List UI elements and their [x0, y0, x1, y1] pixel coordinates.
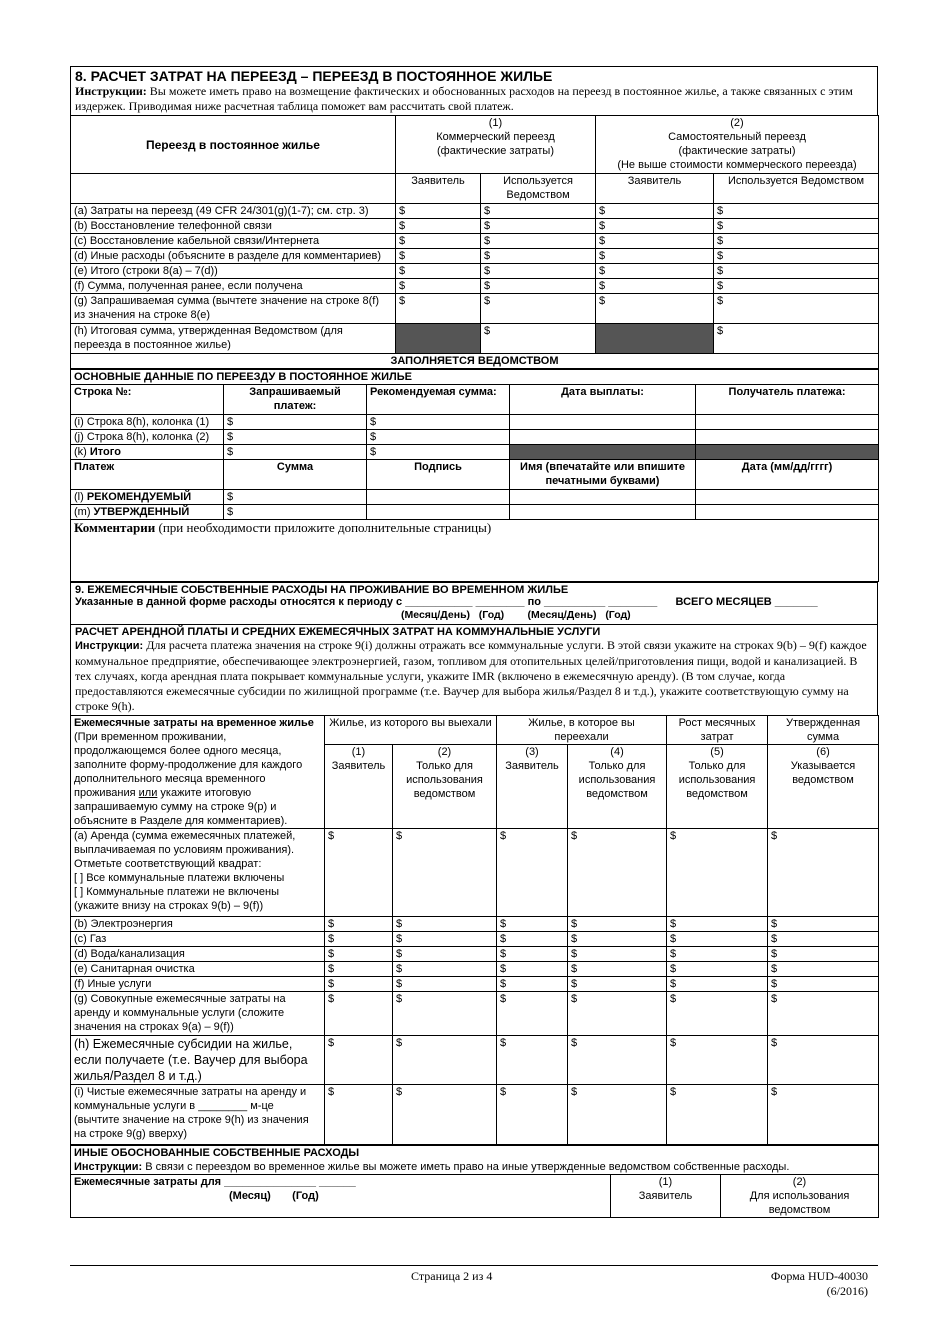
table-row: [71, 505, 879, 520]
amount-field[interactable]: $: [325, 1036, 393, 1085]
rent-calc-title: РАСЧЕТ АРЕНДНОЙ ПЛАТЫ И СРЕДНИХ ЕЖЕМЕСЯЧНЫХ ЗАТРАТ НА КОММУНАЛЬНЫЕ УСЛУГИ: [75, 626, 601, 638]
table-row: [71, 947, 879, 962]
row-label: (m) УТВЕРЖДЕННЫЙ: [71, 505, 224, 520]
amount-field[interactable]: $: [768, 977, 879, 992]
table-row: [71, 234, 879, 249]
table-row: [71, 962, 879, 977]
amount-field[interactable]: $: [497, 992, 568, 1036]
column-header: (4) Только для использования ведомством: [568, 745, 667, 829]
group-header: Жилье, в которое вы переехали: [497, 716, 667, 745]
row-label: (g) Запрашиваемая сумма (вычтете значение на строке 8(f) из значения на строке 8(е): [71, 294, 396, 324]
amount-field[interactable]: $: [497, 917, 568, 932]
section-9-header: [70, 582, 878, 624]
amount-field[interactable]: $: [768, 932, 879, 947]
amount-field[interactable]: $: [568, 947, 667, 962]
amount-field[interactable]: $: [568, 829, 667, 917]
amount-field[interactable]: $: [714, 324, 879, 354]
amount-field[interactable]: $: [393, 917, 497, 932]
amount-field[interactable]: $: [667, 917, 768, 932]
amount-field[interactable]: $: [768, 829, 879, 917]
row-label: (b) Восстановление телефонной связи: [71, 219, 396, 234]
table-row: [71, 1036, 879, 1085]
amount-field[interactable]: $: [667, 1085, 768, 1145]
col-header: Рекомендуемая сумма:: [367, 385, 510, 415]
row-label: (k) Итого: [71, 445, 224, 460]
amount-field[interactable]: $: [568, 962, 667, 977]
col-header: Получатель платежа:: [696, 385, 879, 415]
column-header: (2) Только для использования ведомством: [393, 745, 497, 829]
amount-field[interactable]: $: [367, 445, 510, 460]
amount-field[interactable]: $: [497, 977, 568, 992]
amount-field[interactable]: $: [714, 249, 879, 264]
section-8-header: [70, 66, 878, 115]
other-col-header: (2) Для использования ведомством: [721, 1175, 879, 1218]
table-row: [71, 1085, 879, 1145]
column-header: (3) Заявитель: [497, 745, 568, 829]
amount-field[interactable]: $: [568, 917, 667, 932]
amount-field[interactable]: $: [396, 234, 481, 249]
amount-field[interactable]: $: [325, 829, 393, 917]
amount-field[interactable]: $: [768, 962, 879, 977]
row-label: (f) Иные услуги: [71, 977, 325, 992]
amount-field[interactable]: $: [714, 279, 879, 294]
amount-field[interactable]: $: [396, 204, 481, 219]
amount-field[interactable]: $: [497, 932, 568, 947]
amount-field[interactable]: $: [393, 977, 497, 992]
table-row: [71, 415, 879, 430]
form-page: [70, 66, 878, 1218]
amount-field[interactable]: $: [596, 249, 714, 264]
col-header: Дата выплаты:: [510, 385, 696, 415]
amount-field[interactable]: $: [596, 204, 714, 219]
amount-field[interactable]: $: [396, 249, 481, 264]
col-header: Строка №:: [71, 385, 224, 415]
signature-field[interactable]: [367, 505, 510, 520]
row-label: (h) Ежемесячные субсидии на жилье, если получаете (т.е. Ваучер для выбора жилья/Раздел 8 и т.д.): [71, 1036, 325, 1085]
amount-field[interactable]: $: [325, 932, 393, 947]
table-row: [71, 992, 879, 1036]
name-field[interactable]: [510, 505, 696, 520]
table-row: [71, 917, 879, 932]
amount-field[interactable]: $: [667, 992, 768, 1036]
amount-field[interactable]: $: [481, 249, 596, 264]
col-header: Дата (мм/дд/гггг): [696, 460, 879, 490]
amount-field[interactable]: $: [396, 294, 481, 324]
amount-field[interactable]: $: [596, 219, 714, 234]
col-header: Запрашиваемый платеж:: [224, 385, 367, 415]
gray-cell: [596, 324, 714, 354]
amount-field[interactable]: $: [596, 234, 714, 249]
other-expenses-table: [70, 1145, 879, 1218]
basic-data-title: ОСНОВНЫЕ ДАННЫЕ ПО ПЕРЕЕЗДУ В ПОСТОЯННОЕ ЖИЛЬЕ: [71, 370, 879, 385]
row-label: (f) Сумма, полученная ранее, если получена: [71, 279, 396, 294]
amount-field[interactable]: $: [481, 279, 596, 294]
amount-field[interactable]: $: [667, 947, 768, 962]
amount-field[interactable]: $: [393, 829, 497, 917]
amount-field[interactable]: $: [325, 992, 393, 1036]
row-label: (l) РЕКОМЕНДУЕМЫЙ: [71, 490, 224, 505]
amount-field[interactable]: $: [714, 294, 879, 324]
moving-header: Переезд в постоянное жилье: [71, 116, 396, 174]
amount-field[interactable]: $: [393, 962, 497, 977]
amount-field[interactable]: $: [224, 430, 367, 445]
row-label: (i) Чистые ежемесячные затраты на аренду и коммунальные услуги в ________ м-це (вычтите значение на строке 9(h) из значения на строке 9(g) вверху): [71, 1085, 325, 1145]
amount-field[interactable]: $: [367, 430, 510, 445]
table-row: [71, 204, 879, 219]
amount-field[interactable]: $: [497, 1085, 568, 1145]
temp-housing-header: Ежемесячные затраты на временное жилье (При временном проживании, продолжающемся более одного месяца, заполните форму-продолжение для каждого дополнительного месяца временного проживания или укажите итоговую запрашиваемую сумму на строке 9(p) и объясните в Разделе для комментариев).: [71, 716, 325, 829]
basic-data-table: [70, 369, 879, 582]
amount-field[interactable]: $: [224, 415, 367, 430]
amount-field[interactable]: $: [481, 234, 596, 249]
amount-field[interactable]: $: [667, 829, 768, 917]
row-label: (g) Совокупные ежемесячные затраты на аренду и коммунальные услуги (сложите значения на строках 9(a) – 9(f)): [71, 992, 325, 1036]
col-header: Подпись: [367, 460, 510, 490]
amount-field[interactable]: $: [396, 219, 481, 234]
amount-field[interactable]: $: [596, 294, 714, 324]
row-h-label: (h) Итоговая сумма, утвержденная Ведомством (для переезда в постоянное жилье): [71, 324, 396, 354]
applicant-col-1: Заявитель: [396, 174, 481, 204]
moving-cost-table: [70, 115, 879, 369]
amount-field[interactable]: $: [667, 1036, 768, 1085]
rent-calc-header: [70, 624, 878, 715]
amount-field[interactable]: $: [325, 1085, 393, 1145]
payee-field[interactable]: [696, 415, 879, 430]
amount-field[interactable]: $: [497, 947, 568, 962]
amount-field[interactable]: $: [497, 829, 568, 917]
row-label: (a) Затраты на переезд (49 CFR 24/301(g)(1-7); см. стр. 3): [71, 204, 396, 219]
payee-field[interactable]: [696, 430, 879, 445]
group-header: Жилье, из которого вы выехали: [325, 716, 497, 745]
table-row: [71, 932, 879, 947]
amount-field[interactable]: $: [393, 1085, 497, 1145]
gray-cell: [510, 445, 696, 460]
self-move-header: (2) Самостоятельный переезд (фактические затраты) (Не выше стоимости коммерческого переезда): [596, 116, 879, 174]
amount-field[interactable]: $: [768, 917, 879, 932]
row-label: (a) Аренда (сумма ежемесячных платежей, выплачиваемая по условиям проживания). Отметьте соответствующий квадрат: [ ] Все коммунальные платежи включены [ ] Коммунальные платежи не включены (укажите внизу на строках 9(b) – 9(f)): [71, 829, 325, 917]
row-label: (j) Строка 8(h), колонка (2): [71, 430, 224, 445]
rent-table: [70, 715, 879, 1145]
amount-field[interactable]: $: [714, 219, 879, 234]
row-label: (c) Восстановление кабельной связи/Интернета: [71, 234, 396, 249]
amount-field[interactable]: $: [325, 962, 393, 977]
agency-col-2: Используется Ведомством: [714, 174, 879, 204]
gray-cell: [696, 445, 879, 460]
other-expenses-header: ИНЫЕ ОБОСНОВАННЫЕ СОБСТВЕННЫЕ РАСХОДЫ Инструкции: В связи с переездом во временное жилье вы можете иметь право на иные утвержденные ведомством собственные расходы.: [71, 1146, 879, 1175]
other-col-header: (1) Заявитель: [611, 1175, 721, 1218]
col-header: Сумма: [224, 460, 367, 490]
group-header: Утвержденная сумма: [768, 716, 879, 745]
amount-field[interactable]: $: [481, 264, 596, 279]
amount-field[interactable]: $: [768, 992, 879, 1036]
date-field[interactable]: [696, 505, 879, 520]
table-row: [71, 219, 879, 234]
period-sublabels: (Месяц/День) (Год) (Месяц/День) (Год): [401, 609, 631, 621]
amount-field[interactable]: $: [568, 932, 667, 947]
amount-field[interactable]: $: [714, 204, 879, 219]
section-9-title: 9. ЕЖЕМЕСЯЧНЫЕ СОБСТВЕННЫЕ РАСХОДЫ НА ПРОЖИВАНИЕ ВО ВРЕМЕННОМ ЖИЛЬЕ: [75, 584, 569, 596]
amount-field[interactable]: $: [325, 917, 393, 932]
amount-field[interactable]: $: [325, 977, 393, 992]
amount-field[interactable]: $: [224, 505, 367, 520]
row-label: (i) Строка 8(h), колонка (1): [71, 415, 224, 430]
instructions-label: Инструкции:: [75, 84, 147, 98]
amount-field[interactable]: $: [667, 932, 768, 947]
col-header: Платеж: [71, 460, 224, 490]
gray-cell: [396, 324, 481, 354]
amount-field[interactable]: $: [768, 1085, 879, 1145]
row-label: (d) Иные расходы (объясните в разделе для комментариев): [71, 249, 396, 264]
amount-field[interactable]: $: [367, 415, 510, 430]
amount-field[interactable]: $: [596, 264, 714, 279]
amount-field[interactable]: $: [393, 932, 497, 947]
commercial-move-header: (1) Коммерческий переезд (фактические затраты): [396, 116, 596, 174]
amount-field[interactable]: $: [481, 324, 596, 354]
page-footer: [70, 1265, 878, 1298]
amount-field[interactable]: $: [224, 490, 367, 505]
row-label: (e) Итого (строки 8(a) – 7(d)): [71, 264, 396, 279]
other-expenses-title: ИНЫЕ ОБОСНОВАННЫЕ СОБСТВЕННЫЕ РАСХОДЫ: [74, 1147, 360, 1159]
amount-field[interactable]: $: [568, 1036, 667, 1085]
instructions-text: Вы можете иметь право на возмещение фактических и обоснованных расходов на переезд в постоянное жилье, а также связанных с этим издержек. Приводимая ниже расчетная таблица поможет вам рассчитать свой платеж.: [75, 84, 853, 113]
date-field[interactable]: [696, 490, 879, 505]
monthly-costs-for: Ежемесячные затраты для _______________ ______ (Месяц) (Год): [71, 1175, 611, 1218]
form-id: Форма HUD-40030 (6/2016): [770, 1269, 868, 1298]
amount-field[interactable]: $: [568, 977, 667, 992]
table-row: [71, 279, 879, 294]
row-label: (e) Санитарная очистка: [71, 962, 325, 977]
amount-field[interactable]: $: [768, 1036, 879, 1085]
amount-field[interactable]: $: [481, 204, 596, 219]
table-row: [71, 829, 879, 917]
page-number: Страница 2 из 4: [411, 1269, 493, 1283]
section-8-instructions: [75, 84, 873, 114]
name-field[interactable]: [510, 490, 696, 505]
amount-field[interactable]: $: [596, 279, 714, 294]
amount-field[interactable]: $: [393, 1036, 497, 1085]
amount-field[interactable]: $: [481, 294, 596, 324]
column-header: (1) Заявитель: [325, 745, 393, 829]
row-label: (b) Электроэнергия: [71, 917, 325, 932]
table-row: [71, 977, 879, 992]
table-row: [71, 490, 879, 505]
column-header: (5) Только для использования ведомством: [667, 745, 768, 829]
amount-field[interactable]: $: [568, 1085, 667, 1145]
amount-field[interactable]: $: [568, 992, 667, 1036]
agency-fill-label: ЗАПОЛНЯЕТСЯ ВЕДОМСТВОМ: [71, 354, 879, 369]
amount-field[interactable]: $: [497, 1036, 568, 1085]
table-row: [71, 294, 879, 324]
amount-field[interactable]: $: [714, 264, 879, 279]
amount-field[interactable]: $: [714, 234, 879, 249]
rent-instructions: Инструкции: Для расчета платежа значения на строке 9(i) должны отражать все коммунальные услуги. В этой связи укажите на строках 9(b) – 9(f) каждое коммунальное предприятие, обеспечивающее электроэнергией, газом, топливом для отопительных целей/приготовления пищи, водой и канализацией. В тех случаях, когда арендная плата покрывает коммунальные услуги, укажите IMR (включено в ежемесячную аренду). (В том случае, когда предоставляются ежемесячные субсидии по жилищной программе (т.е. Ваучер для выбора жилья/Раздел 8 и т.д.), укажите соответствующую сумму на строке 9(h).: [75, 638, 867, 713]
period-line: Указанные в данной форме расходы относятся к периоду с ___________ ________ по __________ ________ ВСЕГО МЕСЯЦЕВ _______: [75, 596, 818, 608]
amount-field[interactable]: $: [393, 947, 497, 962]
row-label: (d) Вода/канализация: [71, 947, 325, 962]
row-label: (c) Газ: [71, 932, 325, 947]
table-row: [71, 430, 879, 445]
table-row: [71, 445, 879, 460]
date-field[interactable]: [510, 415, 696, 430]
table-row: [71, 264, 879, 279]
amount-field[interactable]: $: [396, 264, 481, 279]
comments-field[interactable]: Комментарии (при необходимости приложите дополнительные страницы): [71, 520, 879, 582]
amount-field[interactable]: $: [667, 962, 768, 977]
section-8-title: 8. РАСЧЕТ ЗАТРАТ НА ПЕРЕЕЗД – ПЕРЕЕЗД В ПОСТОЯННОЕ ЖИЛЬЕ: [75, 68, 553, 84]
amount-field[interactable]: $: [396, 279, 481, 294]
date-field[interactable]: [510, 430, 696, 445]
amount-field[interactable]: $: [393, 992, 497, 1036]
amount-field[interactable]: $: [481, 219, 596, 234]
amount-field[interactable]: $: [667, 977, 768, 992]
col-header: Имя (впечатайте или впишите печатными буквами): [510, 460, 696, 490]
agency-col-1: Используется Ведомством: [481, 174, 596, 204]
amount-field[interactable]: $: [224, 445, 367, 460]
group-header: Рост месячных затрат: [667, 716, 768, 745]
applicant-col-2: Заявитель: [596, 174, 714, 204]
signature-field[interactable]: [367, 490, 510, 505]
amount-field[interactable]: $: [325, 947, 393, 962]
amount-field[interactable]: $: [497, 962, 568, 977]
table-row: [71, 249, 879, 264]
amount-field[interactable]: $: [768, 947, 879, 962]
column-header: (6) Указывается ведомством: [768, 745, 879, 829]
